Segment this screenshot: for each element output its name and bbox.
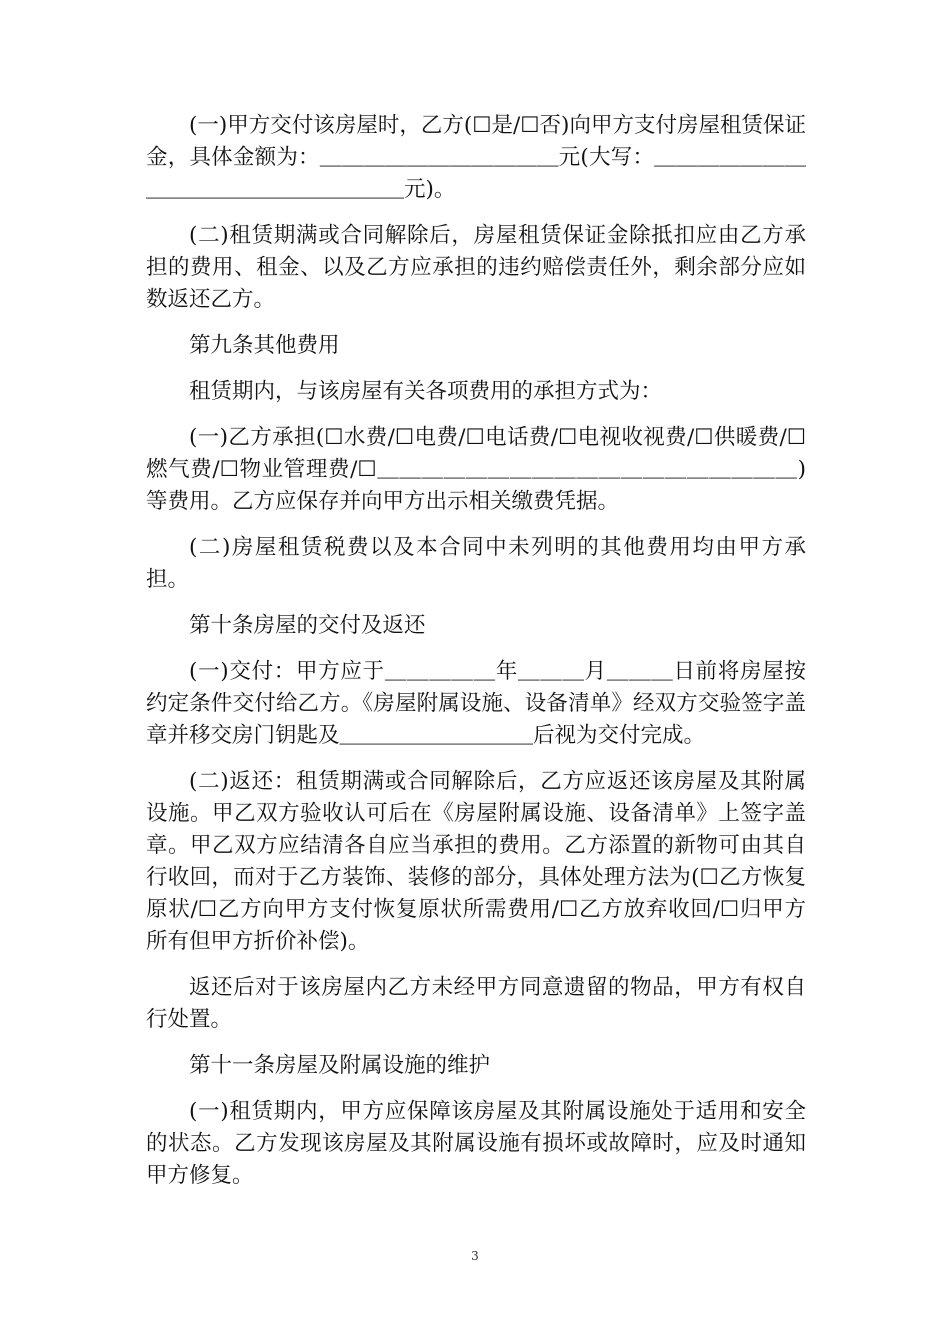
article-9-heading: 第九条其他费用 bbox=[189, 333, 340, 358]
deposit-payment-paragraph: (一)甲方交付该房屋时，乙方(☐是/☐否)向甲方支付房屋租赁保证金，具体金额为：＿＿＿＿＿＿＿＿＿＿＿元(大写：＿＿＿＿＿＿＿＿＿＿＿＿＿＿＿＿＿＿＿元)。 bbox=[146, 113, 806, 202]
article-11-heading: 第十一条房屋及附属设施的维护 bbox=[189, 1053, 491, 1078]
fees-intro-paragraph: 租赁期内，与该房屋有关各项费用的承担方式为： bbox=[189, 379, 663, 404]
article-10-heading: 第十条房屋的交付及返还 bbox=[189, 613, 426, 638]
maintenance-paragraph: (一)租赁期内，甲方应保障该房屋及其附属设施处于适用和安全的状态。乙方发现该房屋及其附属设施有损坏或故障时，应及时通知甲方修复。 bbox=[146, 1099, 806, 1188]
delivery-paragraph: (一)交付：甲方应于＿＿＿＿＿年＿＿＿月＿＿＿日前将房屋按约定条件交付给乙方。《房屋附属设施、设备清单》经双方交验签字盖章并移交房门钥匙及＿＿＿＿＿＿＿＿＿后视为交付完成。 bbox=[146, 659, 806, 748]
document-body bbox=[146, 110, 806, 1206]
landlord-fees-paragraph: (二)房屋租赁税费以及本合同中未列明的其他费用均由甲方承担。 bbox=[146, 535, 806, 592]
page-number: 3 bbox=[471, 1249, 479, 1263]
left-items-paragraph: 返还后对于该房屋内乙方未经甲方同意遗留的物品，甲方有权自行处置。 bbox=[146, 975, 806, 1032]
tenant-fees-paragraph: (一)乙方承担(☐水费/☐电费/☐电话费/☐电视收视费/☐供暖费/☐燃气费/☐物业管理费/☐＿＿＿＿＿＿＿＿＿＿＿＿＿＿＿＿＿＿＿)等费用。乙方应保存并向甲方出示相关缴费凭据。 bbox=[146, 425, 806, 514]
deposit-refund-paragraph: (二)租赁期满或合同解除后，房屋租赁保证金除抵扣应由乙方承担的费用、租金、以及乙方应承担的违约赔偿责任外，剩余部分应如数返还乙方。 bbox=[146, 223, 806, 312]
return-paragraph: (二)返还：租赁期满或合同解除后，乙方应返还该房屋及其附属设施。甲乙双方验收认可后在《房屋附属设施、设备清单》上签字盖章。甲乙双方应结清各自应当承担的费用。乙方添置的新物可由其自行收回，而对于乙方装饰、装修的部分，具体处理方法为(☐乙方恢复原状/☐乙方向甲方支付恢复原状所需费用/☐乙方放弃收回/☐归甲方所有但甲方折价补偿)。 bbox=[146, 769, 806, 954]
